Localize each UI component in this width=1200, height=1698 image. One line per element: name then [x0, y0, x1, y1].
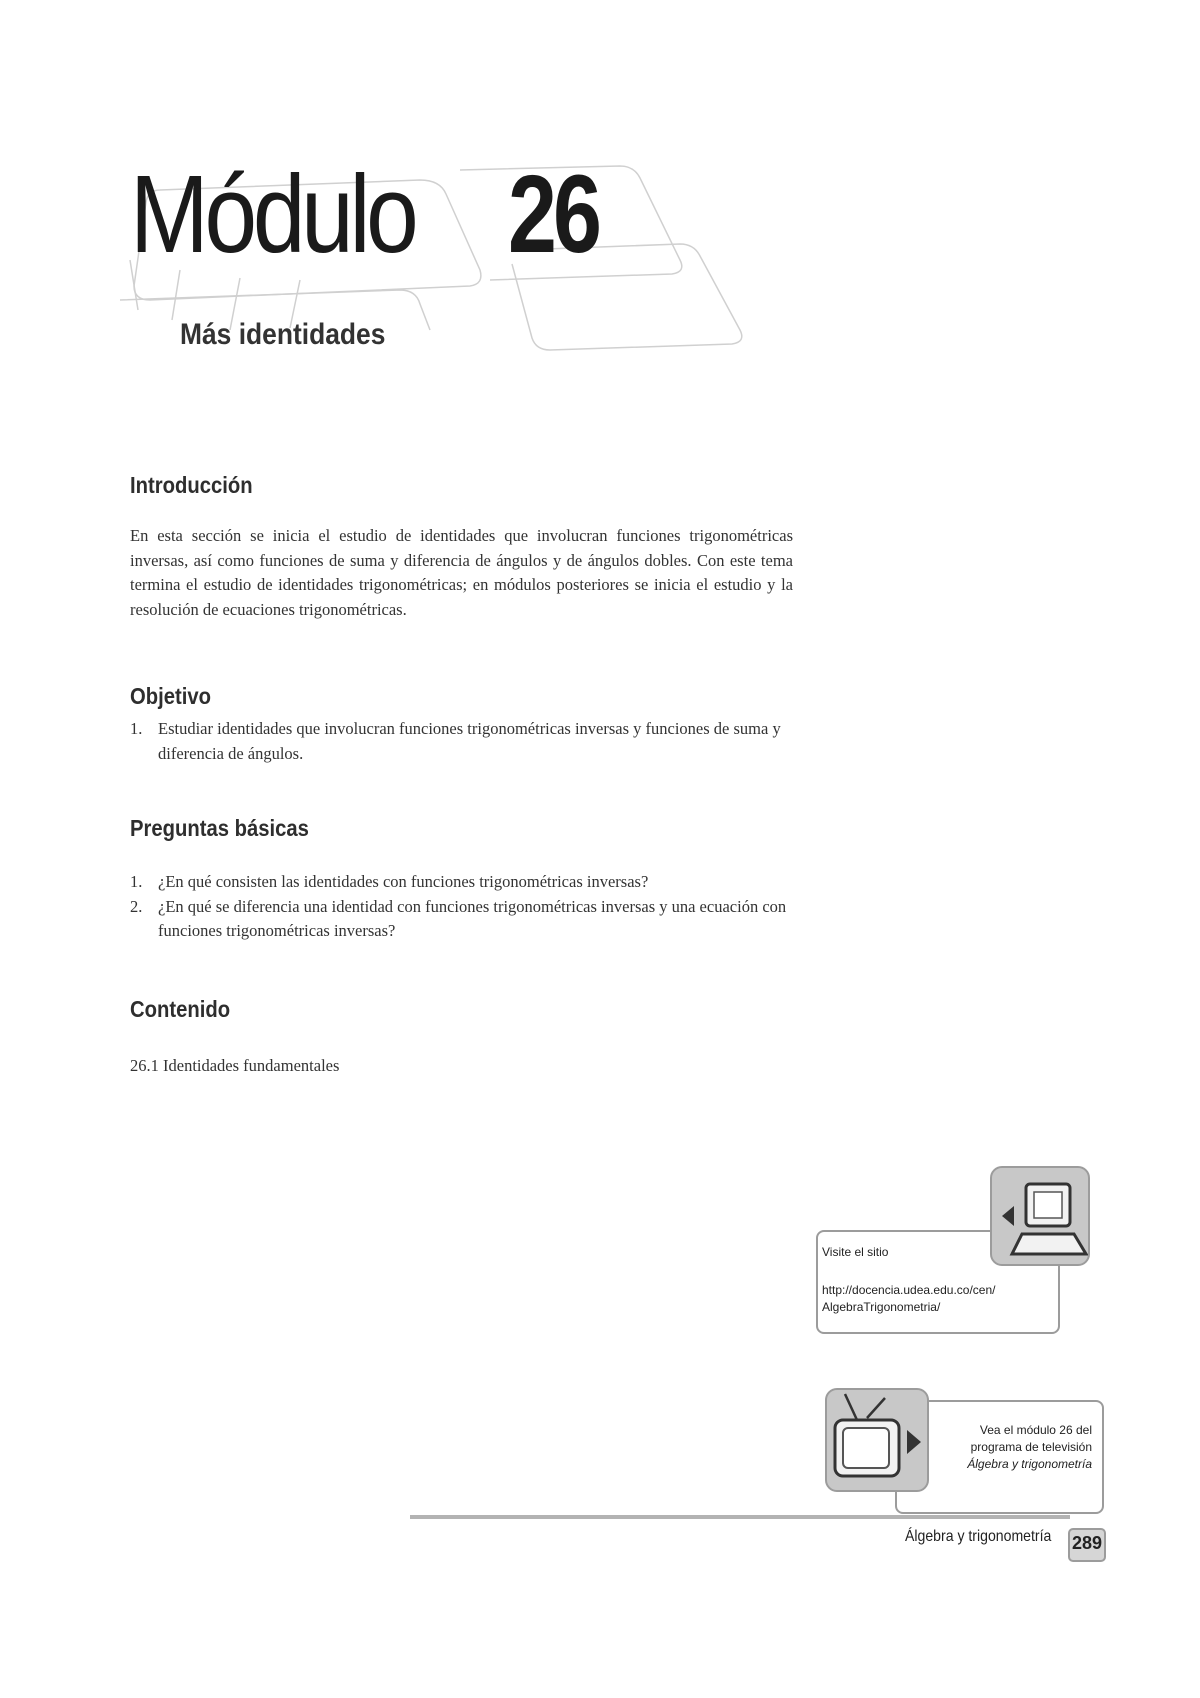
- list-item: [130, 870, 800, 895]
- tv-line-2: programa de televisión: [970, 1440, 1092, 1454]
- tv-line-1: Vea el módulo 26 del: [979, 1423, 1092, 1437]
- intro-heading: Introducción: [130, 472, 253, 498]
- item-number: 1.: [130, 872, 143, 891]
- questions-heading: Preguntas básicas: [130, 815, 309, 841]
- item-number: 2.: [130, 896, 143, 916]
- tv-program-name: Álgebra y trigonometría: [967, 1457, 1092, 1471]
- footer-book-title: Álgebra y trigonometría: [905, 1528, 1052, 1545]
- computer-icon: [992, 1168, 1088, 1264]
- website-tab: [990, 1166, 1090, 1266]
- list-item: [130, 895, 800, 944]
- module-title: Módulo: [130, 153, 415, 276]
- page-number: 289: [1071, 1533, 1103, 1553]
- item-number: 1.: [130, 719, 143, 738]
- module-subtitle: Más identidades: [180, 318, 386, 351]
- item-text: Estudiar identidades que involucran funciones trigonométricas inversas y funciones de suma y diferencia de ángulos.: [158, 719, 781, 763]
- tv-caption: [900, 1422, 1092, 1473]
- intro-paragraph: En esta sección se inicia el estudio de identidades que involucran funciones trigonométricas inversas, así como funciones de suma y diferencia de ángulos y de ángulos dobles. Con este tema termina el estudio de identidades trigonométricas; en módulos posteriores se inicia el estudio y la resolución de ecuaciones trigonométricas.: [130, 526, 793, 619]
- questions-list: [130, 870, 800, 944]
- footer-rule: [410, 1515, 1070, 1519]
- contents-item[interactable]: 26.1 Identidades fundamentales: [130, 1056, 340, 1075]
- website-visit-label: Visite el sitio: [822, 1245, 889, 1259]
- item-text: ¿En qué consisten las identidades con funciones trigonométricas inversas?: [158, 872, 649, 891]
- objective-list: [130, 717, 800, 766]
- list-item: [130, 717, 800, 766]
- website-url-link[interactable]: http://docencia.udea.edu.co/cen/ AlgebraTrigonometria/: [822, 1283, 996, 1314]
- contents-heading: Contenido: [130, 996, 231, 1022]
- item-text: ¿En qué se diferencia una identidad con funciones trigonométricas inversas y una ecuación con funciones trigonométricas inversas?: [158, 896, 787, 940]
- objective-heading: Objetivo: [130, 683, 211, 709]
- module-number: 26: [508, 153, 598, 276]
